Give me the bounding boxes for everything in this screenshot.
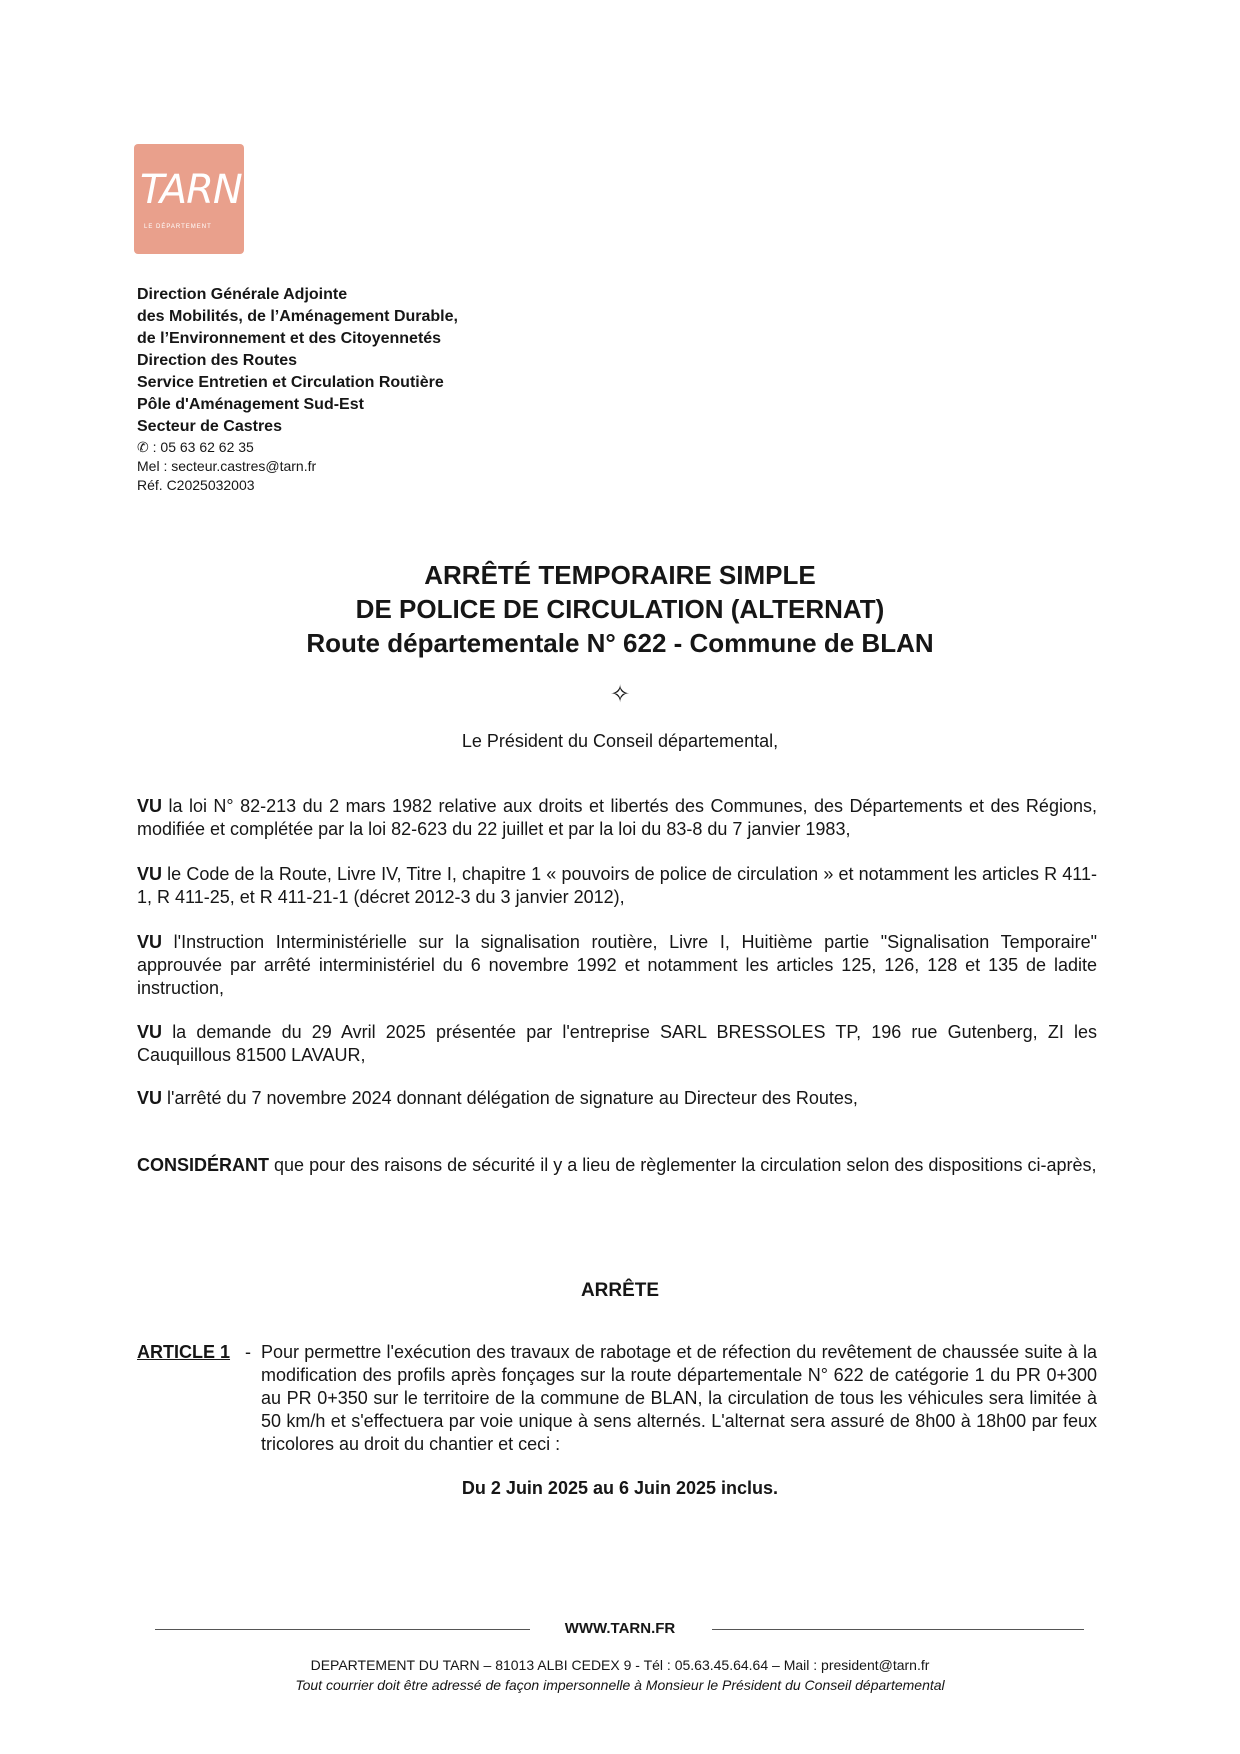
vu-text: l'Instruction Interministérielle sur la signalisation routière, Livre I, Huitième partie "Signalisation Temporaire" approuvée par arrêté interministériel du 6 novembre 1992 et notamment les articles 125, 126, 128 et 135 de ladite instruction, xyxy=(137,932,1097,998)
vu-label: VU xyxy=(137,796,163,816)
footer-address: DEPARTEMENT DU TARN – 81013 ALBI CEDEX 9 - Tél : 05.63.45.64.64 – Mail : president@tarn.fr xyxy=(310,1657,930,1673)
vu-text: l'arrêté du 7 novembre 2024 donnant délégation de signature au Directeur des Routes, xyxy=(167,1088,858,1108)
footer-website: WWW.TARN.FR xyxy=(564,1620,676,1637)
sender-block xyxy=(137,284,697,495)
article-label: ARTICLE 1 xyxy=(137,1342,231,1362)
sender-line: des Mobilités, de l’Aménagement Durable, xyxy=(137,308,458,325)
vu-text: la loi N° 82-213 du 2 mars 1982 relative aux droits et libertés des Communes, des Départements et des Régions, modifiée et complétée par la loi 82-623 du 22 juillet et par la loi du 83-8 du 7 janvier 1983, xyxy=(137,796,1097,839)
arrete-heading: ARRÊTE xyxy=(580,1280,660,1301)
vu-label: VU xyxy=(137,1022,163,1042)
vu-label: VU xyxy=(137,864,163,884)
vu-paragraph xyxy=(137,1087,1097,1110)
vu-paragraph xyxy=(137,795,1097,841)
considerant-paragraph xyxy=(137,1154,1097,1177)
sender-line: Secteur de Castres xyxy=(137,418,282,435)
phone-icon: ✆ xyxy=(137,439,149,455)
tarn-logo xyxy=(134,144,244,254)
vu-text: le Code de la Route, Livre IV, Titre I, chapitre 1 « pouvoirs de police de circulation » et notamment les articles R 411-1, R 411-25, et R 411-21-1 (décret 2012-3 du 3 janvier 2012), xyxy=(137,864,1097,907)
article-text: Pour permettre l'exécution des travaux de rabotage et de réfection du revêtement de chaussée suite à la modification des profils après fonçages sur la route départementale N° 622 de catégorie 1 du PR 0+300 au PR 0+350 sur le territoire de la commune de BLAN, la circulation de tous les véhicules sera limitée à 50 km/h et s'effectuera par voie unique à sens alternés. L'alternat sera assuré de 8h00 à 18h00 par feux tricolores au droit du chantier et ceci : xyxy=(261,1342,1097,1454)
sender-line: Pôle d'Aménagement Sud-Est xyxy=(137,396,364,413)
president-line: Le Président du Conseil départemental, xyxy=(461,731,779,751)
sender-line: Service Entretien et Circulation Routière xyxy=(137,374,444,391)
article-dash: - xyxy=(245,1342,251,1362)
article-dates: Du 2 Juin 2025 au 6 Juin 2025 inclus. xyxy=(461,1478,779,1498)
phone-number: 05 63 62 62 35 xyxy=(160,439,254,455)
ornament-icon: ✧ xyxy=(609,681,631,708)
vu-paragraph xyxy=(137,863,1097,909)
vu-text: la demande du 29 Avril 2025 présentée par l'entreprise SARL BRESSOLES TP, 196 rue Gutenberg, ZI les Cauquillous 81500 LAVAUR, xyxy=(137,1022,1097,1065)
title-line-3: Route départementale N° 622 - Commune de BLAN xyxy=(306,628,934,658)
sender-line: Direction des Routes xyxy=(137,352,298,369)
article-1 xyxy=(137,1341,1097,1456)
phone-line xyxy=(137,438,697,457)
sender-line: Direction Générale Adjointe xyxy=(137,286,348,303)
considerant-label: CONSIDÉRANT xyxy=(137,1155,270,1175)
email-line: Mel : secteur.castres@tarn.fr xyxy=(137,458,317,474)
title-line-2: DE POLICE DE CIRCULATION (ALTERNAT) xyxy=(355,594,885,624)
phone-separator: : xyxy=(152,439,161,455)
logo-subtitle: LE DÉPARTEMENT xyxy=(144,224,212,230)
sender-line: de l’Environnement et des Citoyennetés xyxy=(137,330,442,347)
document-title xyxy=(0,558,1240,660)
vu-paragraph xyxy=(137,931,1097,1000)
considerant-text: que pour des raisons de sécurité il y a lieu de règlementer la circulation selon des dispositions ci-après, xyxy=(274,1155,1097,1175)
vu-label: VU xyxy=(137,1088,163,1108)
vu-paragraph xyxy=(137,1021,1097,1067)
logo-word: TARN xyxy=(140,167,242,213)
reference-line: Réf. C2025032003 xyxy=(137,477,255,493)
footer-note: Tout courrier doit être adressé de façon impersonnelle à Monsieur le Président du Conseil départemental xyxy=(295,1677,945,1693)
title-line-1: ARRÊTÉ TEMPORAIRE SIMPLE xyxy=(424,560,816,590)
vu-label: VU xyxy=(137,932,163,952)
